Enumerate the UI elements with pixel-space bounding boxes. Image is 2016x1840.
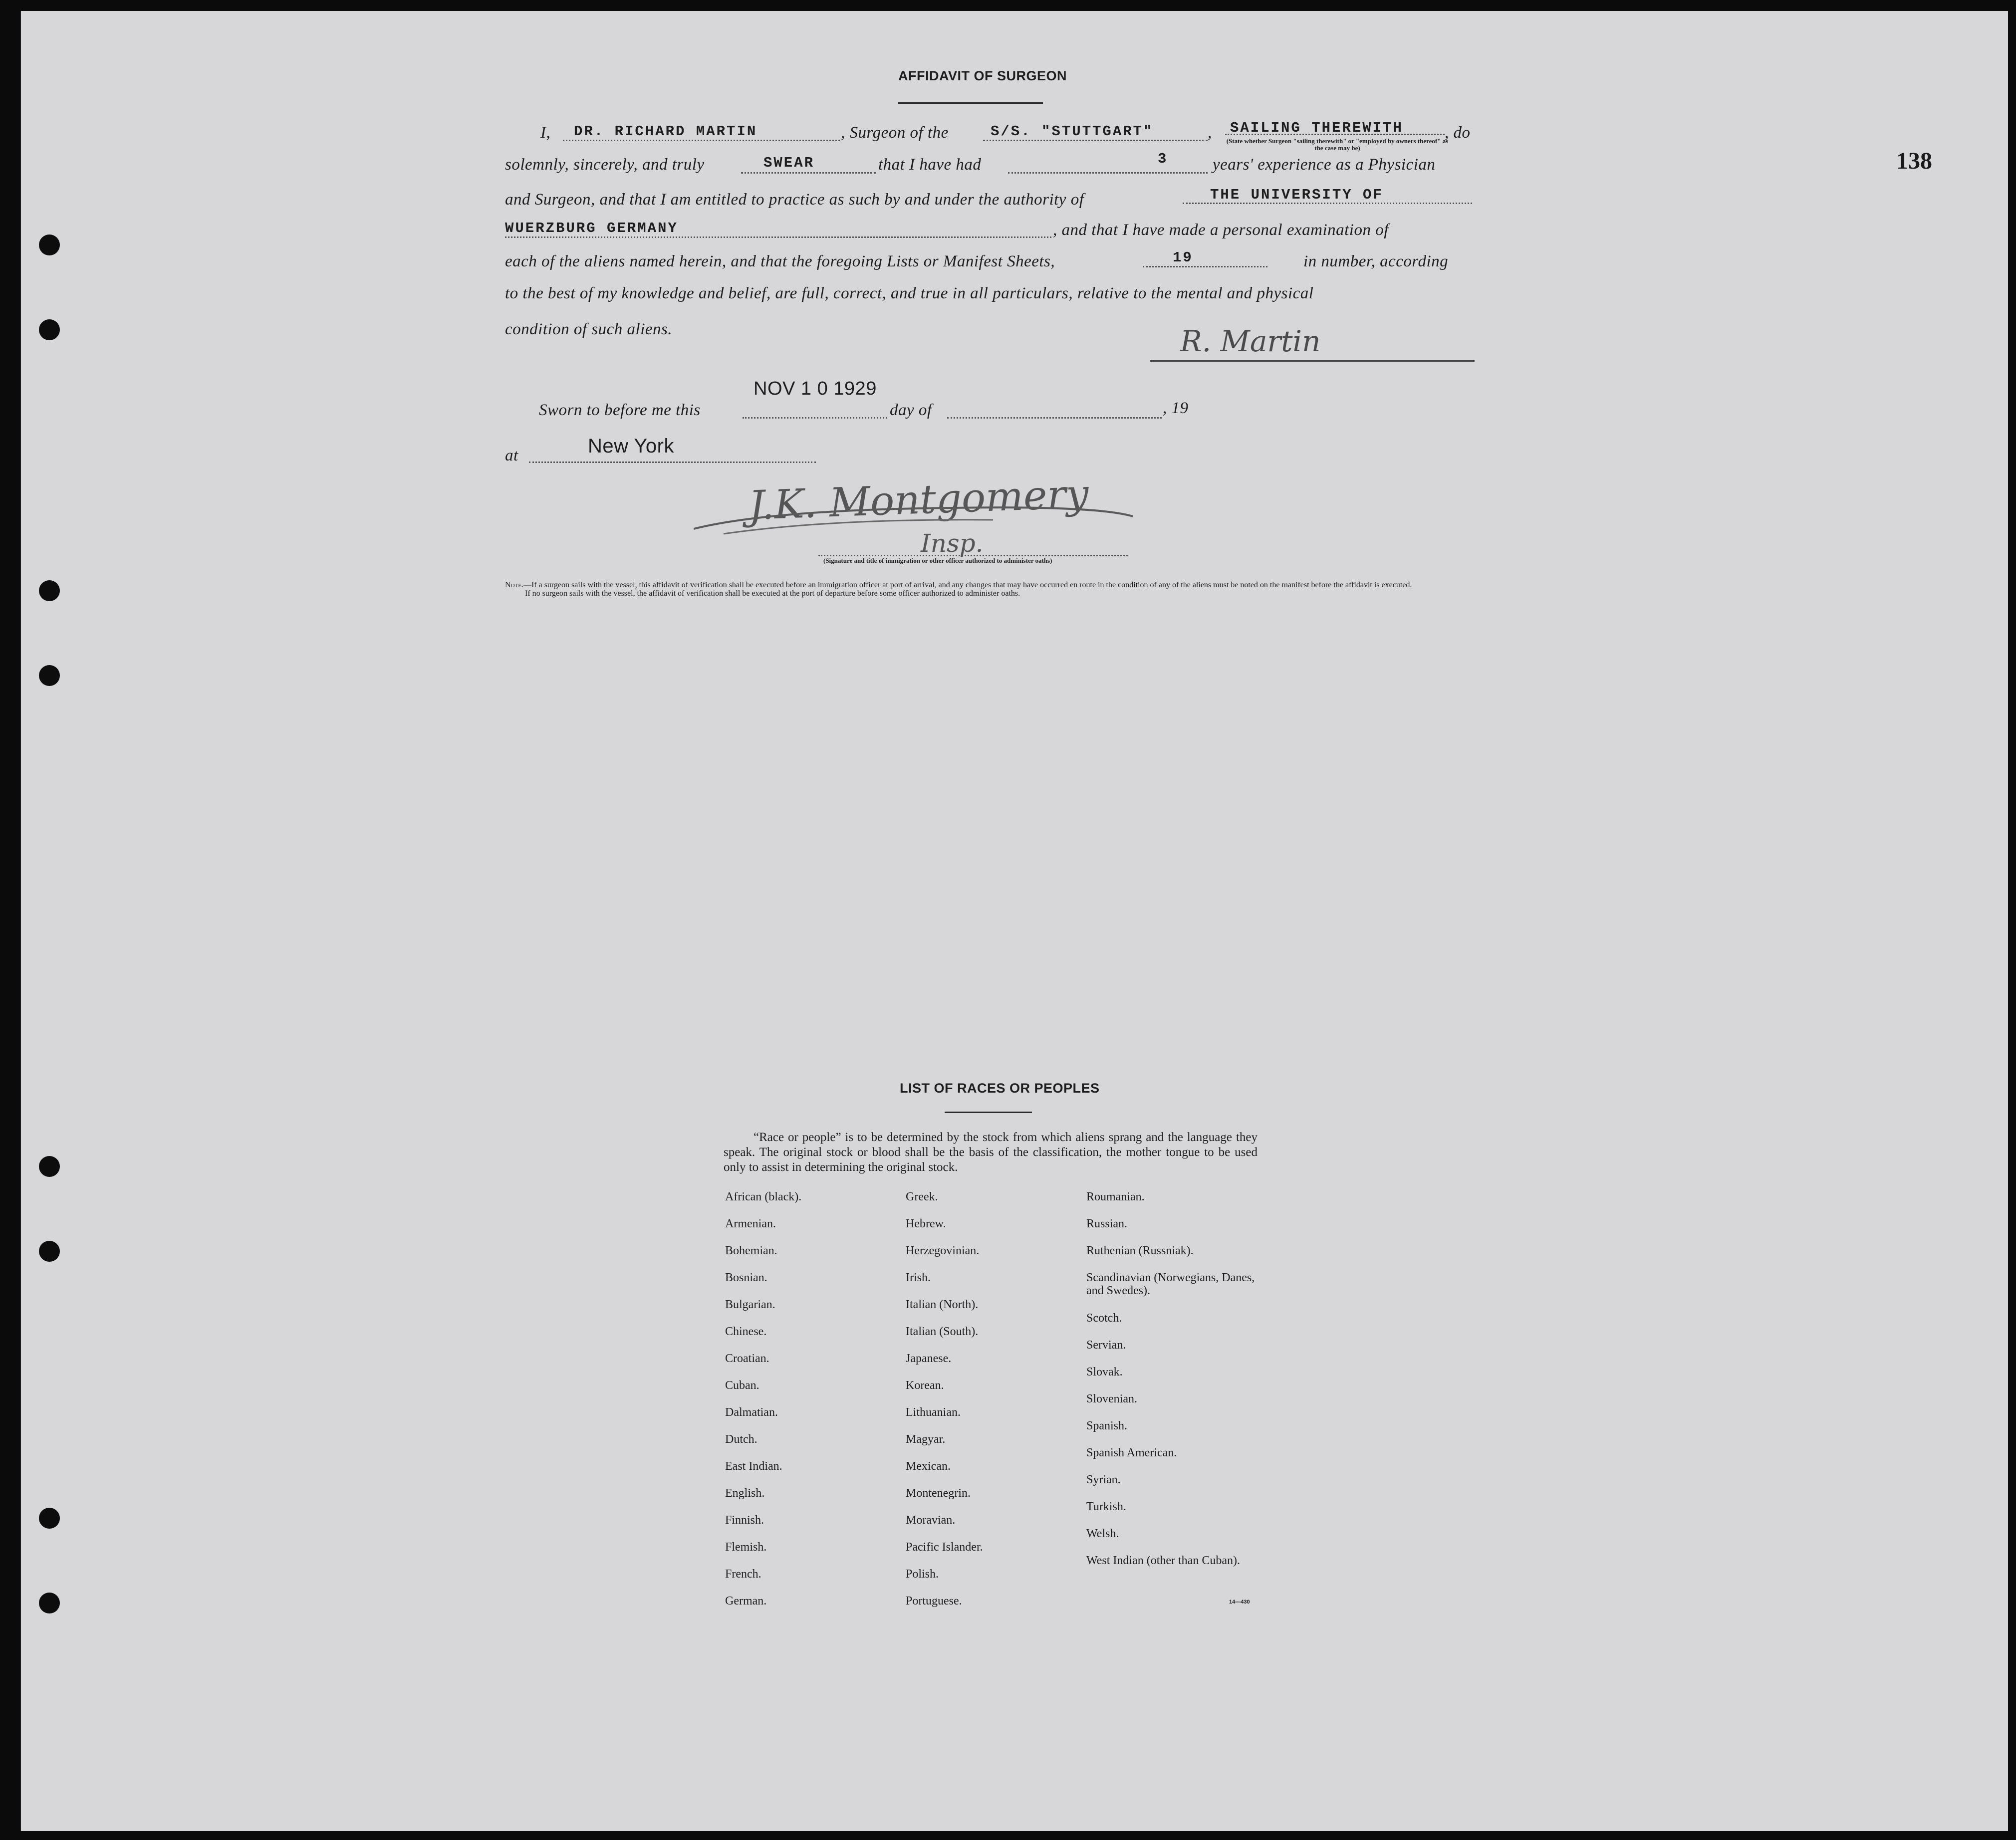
note-text-2: If no surgeon sails with the vessel, the affidavit of verification shall be executed at the port of departure before some officer authorized to administer oaths. bbox=[525, 589, 1020, 598]
surgeon-name: DR. RICHARD MARTIN bbox=[574, 123, 757, 140]
race-item: West Indian (other than Cuban). bbox=[1086, 1554, 1240, 1567]
binder-hole bbox=[39, 234, 60, 255]
authority-part1: THE UNIVERSITY OF bbox=[1210, 187, 1383, 203]
text-19: , 19 bbox=[1163, 399, 1189, 417]
sworn-place: New York bbox=[588, 435, 674, 457]
race-item: English. bbox=[725, 1487, 765, 1500]
race-item: Spanish. bbox=[1086, 1419, 1128, 1432]
race-item: Hebrew. bbox=[906, 1217, 946, 1230]
text-at: at bbox=[505, 447, 518, 464]
officer-signature: J.K. Montgomery bbox=[748, 470, 1090, 529]
sheets-count: 19 bbox=[1173, 249, 1193, 266]
surgeon-status: SAILING THEREWITH bbox=[1230, 120, 1403, 136]
title-underline bbox=[898, 102, 1043, 104]
surgeon-signature: R. Martin bbox=[1180, 324, 1321, 358]
text-condition: condition of such aliens. bbox=[505, 320, 673, 338]
officer-title-signature: Insp. bbox=[921, 529, 984, 558]
races-title: LIST OF RACES OR PEOPLES bbox=[900, 1081, 1100, 1096]
race-item: Cuban. bbox=[725, 1379, 759, 1392]
race-item: Dalmatian. bbox=[725, 1406, 778, 1419]
affidavit-note bbox=[505, 581, 1488, 598]
affidavit-title: AFFIDAVIT OF SURGEON bbox=[898, 68, 1067, 83]
race-item: Herzegovinian. bbox=[906, 1244, 980, 1257]
text-years-exp: years' experience as a Physician bbox=[1213, 156, 1436, 174]
fill-line bbox=[743, 417, 887, 419]
race-item: Italian (North). bbox=[906, 1298, 979, 1311]
text-i: I, bbox=[540, 124, 551, 142]
race-item: African (black). bbox=[725, 1190, 802, 1203]
race-item: French. bbox=[725, 1568, 761, 1581]
race-item: Moravian. bbox=[906, 1514, 956, 1527]
race-item: Roumanian. bbox=[1086, 1190, 1145, 1203]
races-column-2 bbox=[906, 1190, 1075, 1621]
status-hint: (State whether Surgeon "sailing therewith" or "employed by owners thereof" as the case may be) bbox=[1226, 137, 1449, 152]
text-day-of: day of bbox=[890, 401, 932, 419]
race-item: Lithuanian. bbox=[906, 1406, 961, 1419]
binder-hole bbox=[39, 665, 60, 686]
race-item: Polish. bbox=[906, 1568, 939, 1581]
race-item: Dutch. bbox=[725, 1433, 757, 1446]
years-experience: 3 bbox=[1158, 151, 1168, 167]
race-item: Montenegrin. bbox=[906, 1487, 971, 1500]
races-title-underline bbox=[945, 1112, 1032, 1113]
race-item: Croatian. bbox=[725, 1352, 769, 1365]
race-item: Turkish. bbox=[1086, 1500, 1126, 1513]
races-column-1 bbox=[725, 1190, 895, 1621]
fill-line bbox=[1183, 203, 1472, 204]
binder-hole bbox=[39, 1156, 60, 1177]
race-item: Welsh. bbox=[1086, 1527, 1119, 1540]
race-item: Chinese. bbox=[725, 1325, 767, 1338]
fill-line bbox=[1225, 134, 1445, 135]
text-sworn: Sworn to before me this bbox=[539, 401, 701, 419]
binder-hole bbox=[39, 1593, 60, 1613]
binder-hole bbox=[39, 1508, 60, 1529]
fill-line bbox=[563, 140, 840, 141]
race-item: Ruthenian (Russniak). bbox=[1086, 1244, 1194, 1257]
race-item: German. bbox=[725, 1595, 767, 1608]
text-solemnly: solemnly, sincerely, and truly bbox=[505, 156, 705, 174]
race-item: Korean. bbox=[906, 1379, 944, 1392]
note-label: Note. bbox=[505, 581, 523, 589]
text-belief: to the best of my knowledge and belief, are full, correct, and true in all particulars, relative to the mental and physical bbox=[505, 284, 1314, 302]
race-item: Pacific Islander. bbox=[906, 1541, 983, 1554]
race-item: Spanish American. bbox=[1086, 1446, 1177, 1459]
text-foregoing: each of the aliens named herein, and that the foregoing Lists or Manifest Sheets, bbox=[505, 252, 1055, 270]
text-have-had: that I have had bbox=[878, 156, 982, 174]
race-item: Magyar. bbox=[906, 1433, 946, 1446]
text-examination: , and that I have made a personal examination of bbox=[1053, 221, 1389, 239]
page-number: 138 bbox=[1896, 148, 1932, 174]
oath-type: SWEAR bbox=[763, 155, 815, 171]
race-item: Slovenian. bbox=[1086, 1392, 1137, 1405]
text-surgeon-of: , Surgeon of the bbox=[841, 124, 949, 142]
race-item: Servian. bbox=[1086, 1339, 1126, 1352]
race-item: Flemish. bbox=[725, 1541, 767, 1554]
note-text-1: —If a surgeon sails with the vessel, this affidavit of verification shall be executed before an immigration officer at port of arrival, and any changes that may have occurred en route in the condition of any of the aliens must be noted on the manifest before the affidavit is executed. bbox=[523, 581, 1412, 589]
race-item: Irish. bbox=[906, 1271, 931, 1284]
text-in-number: in number, according bbox=[1303, 252, 1449, 270]
fill-line bbox=[1008, 172, 1208, 174]
race-item: Japanese. bbox=[906, 1352, 952, 1365]
form-number: 14—430 bbox=[1229, 1599, 1250, 1605]
binder-hole bbox=[39, 1241, 60, 1262]
race-item: Finnish. bbox=[725, 1514, 764, 1527]
text-authority: and Surgeon, and that I am entitled to practice as such by and under the authority of bbox=[505, 191, 1084, 209]
races-intro: “Race or people” is to be determined by the stock from which aliens sprang and the language they speak. The original stock or blood shall be the basis of the classification, the mother tongue to be used only to assist in determining the original stock. bbox=[724, 1131, 1258, 1174]
text-do: , do bbox=[1445, 124, 1471, 142]
race-item: Bosnian. bbox=[725, 1271, 767, 1284]
fill-line bbox=[529, 461, 816, 463]
date-stamp: NOV 1 0 1929 bbox=[754, 378, 877, 399]
race-item: Syrian. bbox=[1086, 1473, 1121, 1486]
races-column-3 bbox=[1086, 1190, 1266, 1581]
text-comma: , bbox=[1208, 124, 1212, 142]
race-item: Bohemian. bbox=[725, 1244, 777, 1257]
vessel-name: S/S. "STUTTGART" bbox=[991, 123, 1154, 140]
race-item: Mexican. bbox=[906, 1460, 951, 1473]
race-item: Scotch. bbox=[1086, 1312, 1122, 1325]
fill-line bbox=[1143, 266, 1267, 267]
race-item: Portuguese. bbox=[906, 1595, 962, 1608]
fill-line bbox=[818, 555, 1128, 556]
fill-line bbox=[947, 417, 1162, 419]
fill-line bbox=[741, 172, 876, 174]
signature-line bbox=[1150, 360, 1475, 362]
binder-hole bbox=[39, 580, 60, 601]
race-item: East Indian. bbox=[725, 1460, 782, 1473]
race-item: Armenian. bbox=[725, 1217, 776, 1230]
binder-hole bbox=[39, 319, 60, 340]
fill-line bbox=[983, 140, 1208, 141]
signature-flourish bbox=[694, 494, 1143, 544]
race-item: Scandinavian (Norwegians, Danes, and Swedes). bbox=[1086, 1271, 1255, 1297]
race-item: Greek. bbox=[906, 1190, 938, 1203]
race-item: Slovak. bbox=[1086, 1366, 1123, 1379]
signature-caption: (Signature and title of immigration or other officer authorized to administer oaths) bbox=[823, 557, 1052, 564]
race-item: Italian (South). bbox=[906, 1325, 979, 1338]
race-item: Russian. bbox=[1086, 1217, 1128, 1230]
race-item: Bulgarian. bbox=[725, 1298, 775, 1311]
fill-line bbox=[505, 236, 1051, 238]
authority-part2: WUERZBURG GERMANY bbox=[505, 220, 678, 236]
